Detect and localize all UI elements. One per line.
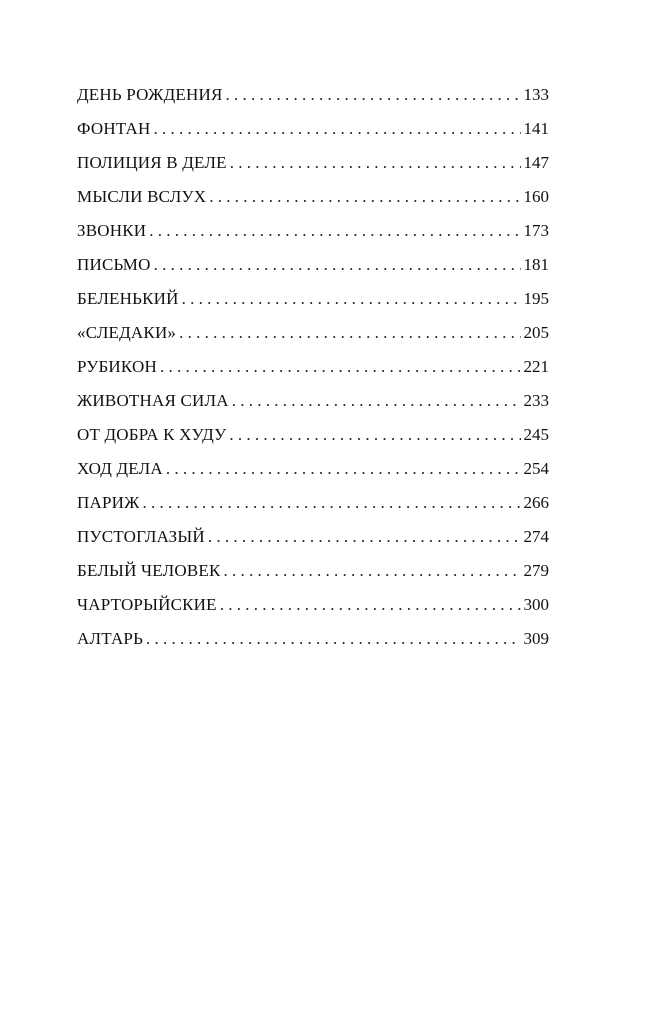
toc-dot-leader [143,492,521,514]
toc-entry [77,288,549,322]
toc-dot-leader [208,526,521,548]
toc-entry-page: 133 [521,84,550,106]
toc-entry-title: МЫСЛИ ВСЛУХ [77,186,209,208]
toc-entry [77,424,549,458]
toc-entry [77,526,549,560]
toc-entry-page: 173 [521,220,550,242]
toc-dot-leader [229,424,520,446]
toc-entry-title: АЛТАРЬ [77,628,146,650]
toc-dot-leader [179,322,520,344]
toc-entry-page: 274 [521,526,550,548]
toc-entry-page: 147 [521,152,550,174]
toc-entry [77,356,549,390]
toc-entry-title: ПОЛИЦИЯ В ДЕЛЕ [77,152,230,174]
toc-entry-page: 160 [521,186,550,208]
toc-entry [77,492,549,526]
toc-entry [77,220,549,254]
toc-entry-title: ПИСЬМО [77,254,154,276]
toc-entry [77,186,549,220]
toc-entry-page: 221 [521,356,550,378]
toc-entry [77,594,549,628]
toc-entry [77,152,549,186]
toc-entry [77,118,549,152]
toc-entry [77,390,549,424]
toc-dot-leader [223,560,520,582]
toc-entry-page: 266 [521,492,550,514]
toc-entry [77,322,549,356]
toc-entry-page: 254 [521,458,550,480]
toc-entry-title: ПУСТОГЛАЗЫЙ [77,526,208,548]
toc-dot-leader [182,288,521,310]
toc-entry-page: 233 [521,390,550,412]
toc-dot-leader [226,84,521,106]
toc-entry [77,84,549,118]
toc-entry-page: 195 [521,288,550,310]
toc-entry-title: ПАРИЖ [77,492,143,514]
toc-dot-leader [160,356,521,378]
toc-entry-title: БЕЛЕНЬКИЙ [77,288,182,310]
toc-entry-title: РУБИКОН [77,356,160,378]
toc-dot-leader [166,458,521,480]
toc-dot-leader [149,220,520,242]
toc-dot-leader [153,118,520,140]
toc-entry-page: 205 [521,322,550,344]
toc-entry-title: ОТ ДОБРА К ХУДУ [77,424,229,446]
toc-dot-leader [154,254,521,276]
toc-entry [77,628,549,662]
toc-entry [77,254,549,288]
toc-entry [77,560,549,594]
toc-entry-title: ЖИВОТНАЯ СИЛА [77,390,232,412]
toc-entry-page: 309 [521,628,550,650]
toc-entry-page: 245 [521,424,550,446]
toc-entry-title: ЧАРТОРЫЙСКИЕ [77,594,220,616]
toc-entry-title: ЗВОНКИ [77,220,149,242]
toc-dot-leader [230,152,521,174]
toc-entry-title: «СЛЕДАКИ» [77,322,179,344]
table-of-contents [77,84,549,662]
toc-entry-page: 181 [521,254,550,276]
toc-entry [77,458,549,492]
toc-entry-title: ФОНТАН [77,118,153,140]
toc-entry-page: 279 [521,560,550,582]
toc-entry-title: БЕЛЫЙ ЧЕЛОВЕК [77,560,223,582]
toc-entry-title: ХОД ДЕЛА [77,458,166,480]
toc-entry-page: 300 [521,594,550,616]
toc-dot-leader [232,390,521,412]
toc-dot-leader [146,628,520,650]
toc-dot-leader [220,594,521,616]
toc-entry-page: 141 [521,118,550,140]
toc-entry-title: ДЕНЬ РОЖДЕНИЯ [77,84,226,106]
toc-dot-leader [209,186,520,208]
